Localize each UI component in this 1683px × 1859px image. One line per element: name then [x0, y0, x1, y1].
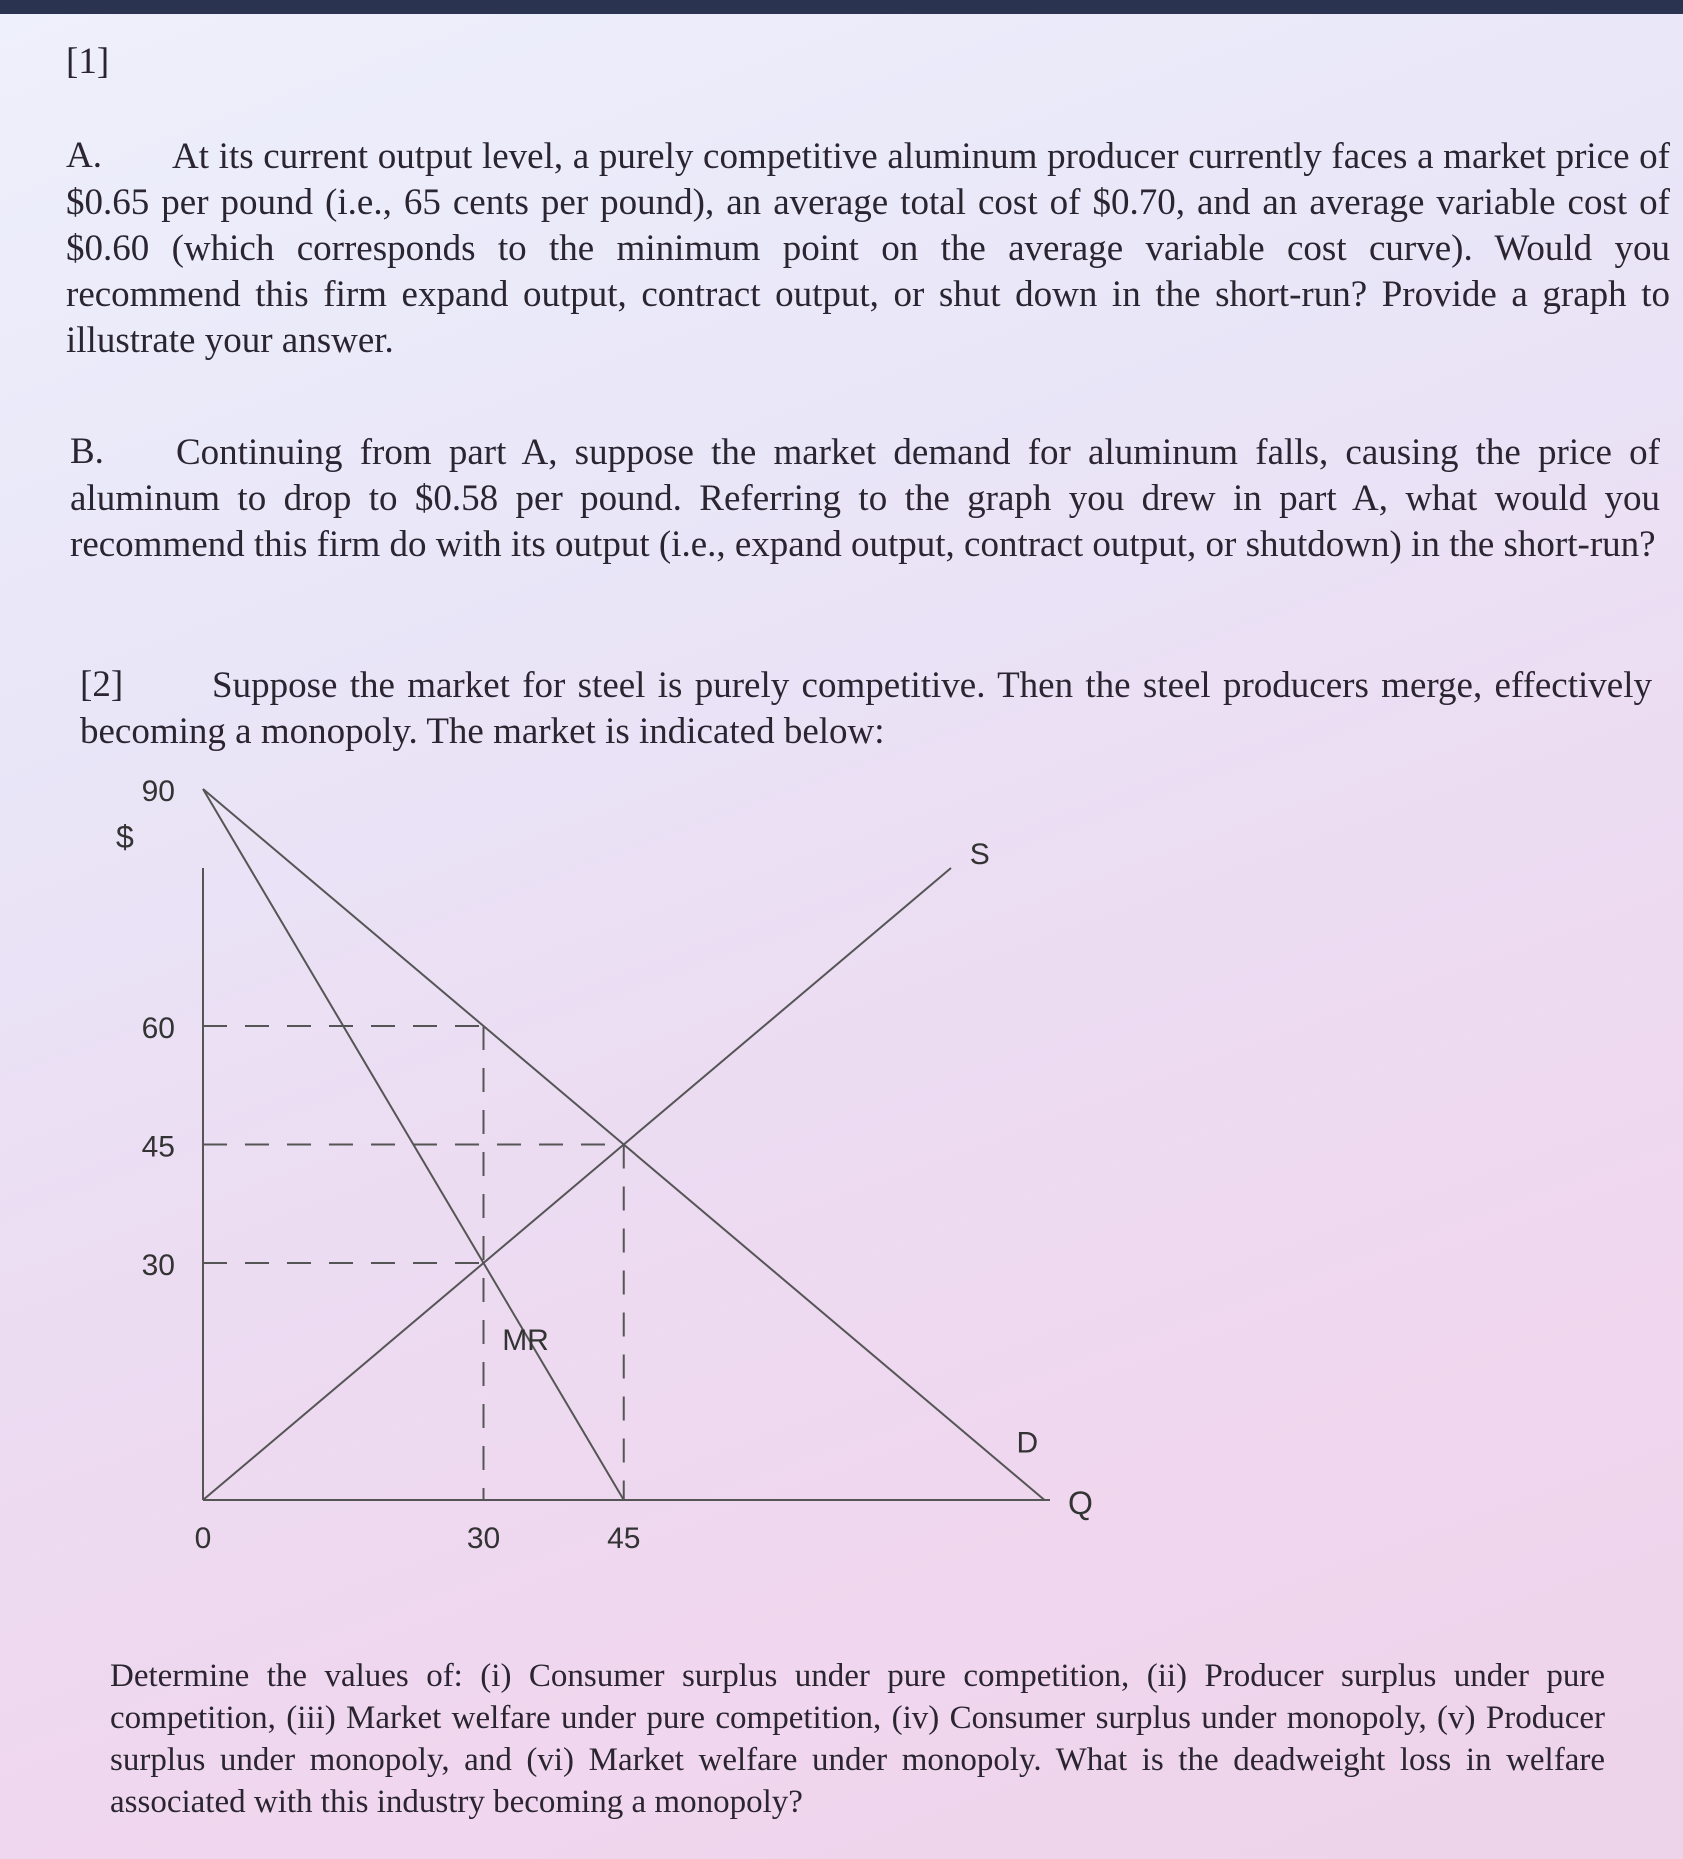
s-curve: [203, 868, 951, 1500]
x-axis-label: Q: [1068, 1485, 1093, 1521]
x-tick-label: 30: [466, 1522, 501, 1555]
part-a-label: A.: [66, 135, 102, 176]
part-b-label: B.: [70, 431, 104, 472]
problem-1-number: [1]: [66, 41, 110, 82]
part-b-text: Continuing from part A, suppose the market demand for aluminum falls, causing the price of aluminum to drop to $0.58 per pound. Referring to the graph you drew in part A, what would you recommend this firm do with its output (i.e., expand output, contract output, or shutdown) in the short-run?: [70, 432, 1660, 565]
y-axis-label: $: [116, 819, 134, 855]
y-tick-label: 30: [141, 1249, 175, 1282]
mr-curve-label: MR: [502, 1323, 549, 1357]
y-tick-label: 60: [141, 1012, 175, 1045]
problem-2-text: Suppose the market for steel is purely competitive. Then the steel producers merge, effectively becoming a monopoly. The market is indicated below:: [80, 665, 1652, 752]
question-text: Determine the values of: (i) Consumer surplus under pure competition, (ii) Producer surplus under pure competition, (iii) Market welfare under pure competition, (iv) Consumer surplus under monopoly, (v) Producer surplus under monopoly, and (vi) Market welfare under monopoly. What is the deadweight loss in welfare associated with this industry becoming a monopoly?: [110, 1658, 1605, 1820]
part-a-text: At its current output level, a purely competitive aluminum producer currently faces a market price of $0.65 per pound (i.e., 65 cents per pound), an average total cost of $0.70, and an average variable cost of $0.60 (which corresponds to the minimum point on the average variable cost curve). Would you recommend this firm expand output, contract output, or shut down in the short-run? Provide a graph to illustrate your answer.: [66, 136, 1670, 361]
x-tick-label: 45: [607, 1522, 641, 1555]
d-curve-label: D: [1016, 1426, 1039, 1460]
y-tick-label: 90: [141, 775, 175, 808]
x-tick-label: 0: [194, 1522, 212, 1555]
problem-2-number: [2]: [80, 664, 124, 705]
y-tick-label: 45: [141, 1130, 175, 1164]
s-curve-label: S: [969, 838, 990, 872]
